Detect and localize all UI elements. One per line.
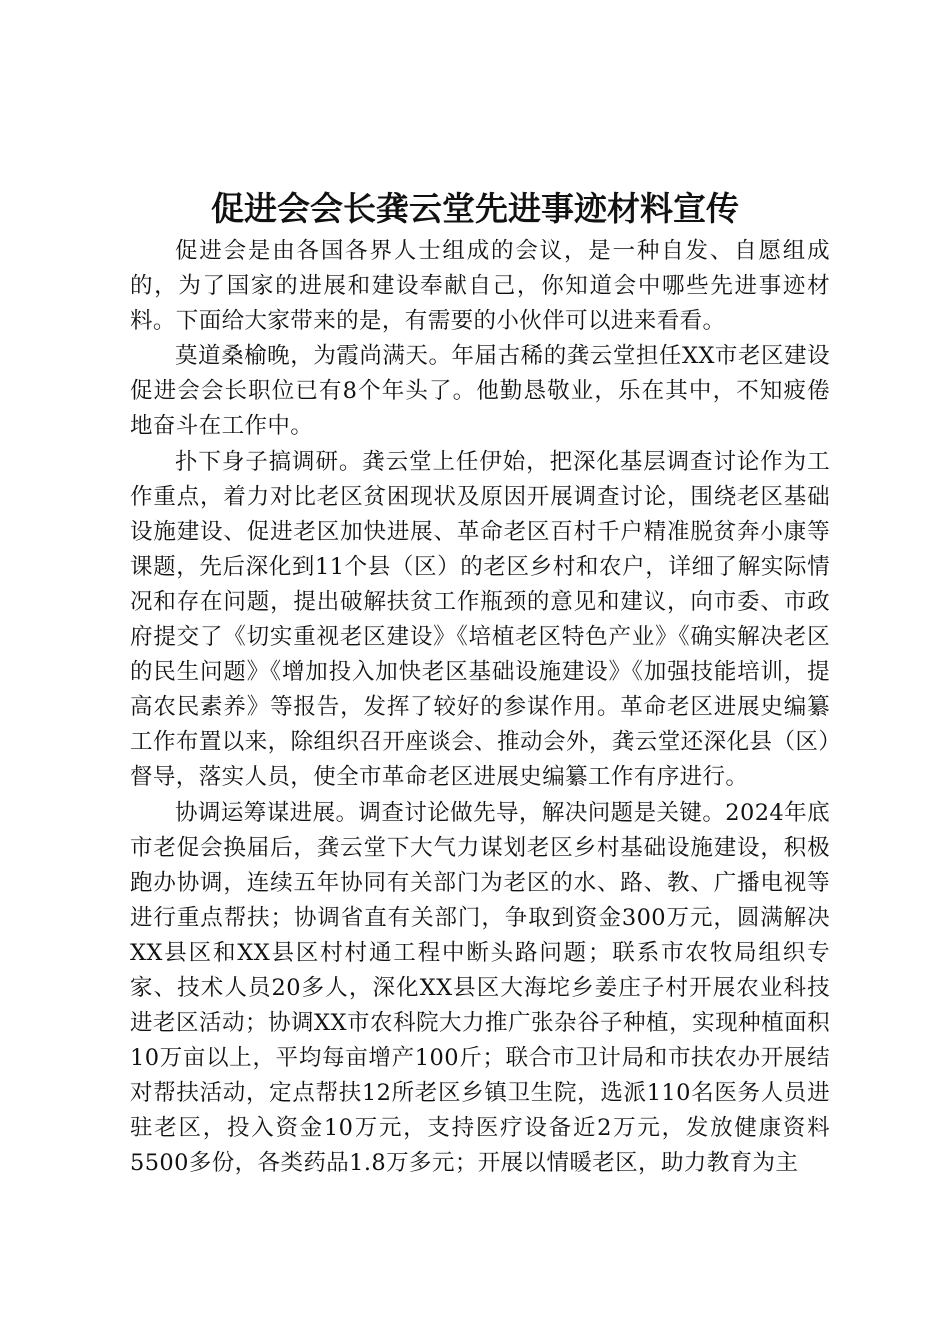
paragraph-research: 扑下身子搞调研。龚云堂上任伊始，把深化基层调查讨论作为工作重点，着力对比老区贫困现状及原因开展调查讨论，围绕老区基础设施建设、促进老区加快进展、革命老区百村千户精准脱贫奔小康等课题，先后深化到11个县（区）的老区乡村和农户，详细了解实际情况和存在问题，提出破解扶贫工作瓶颈的意见和建议，向市委、市政府提交了《切实重视老区建设》《培植老区特色产业》《确实解决老区的民生问题》《增加投入加快老区基础设施建设》《加强技能培训，提高农民素养》等报告，发挥了较好的参谋作用。革命老区进展史编纂工作布置以来，除组织召开座谈会、推动会外，龚云堂还深化县（区）督导，落实人员，使全市革命老区进展史编纂工作有序进行。: [130, 448, 830, 791]
paragraph-intro: 促进会是由各国各界人士组成的会议，是一种自发、自愿组成的，为了国家的进展和建设奉献自己，你知道会中哪些先进事迹材料。下面给大家带来的是，有需要的小伙伴可以进来看看。: [130, 238, 830, 335]
document-body: [130, 234, 830, 1182]
paragraph-coordination: 协调运筹谋进展。调查讨论做先导，解决问题是关键。2024年底市老促会换届后，龚云堂下大气力谋划老区乡村基础设施建设，积极跑办协调，连续五年协同有关部门为老区的水、路、教、广播电视等进行重点帮扶；协调省直有关部门，争取到资金300万元，圆满解决XX县区和XX县区村村通工程中断头路问题；联系市农牧局组织专家、技术人员20多人，深化XX县区大海坨乡姜庄子村开展农业科技进老区活动；协调XX市农科院大力推广张杂谷子种植，实现种植面积10万亩以上，平均每亩增产100斤；联合市卫计局和市扶农办开展结对帮扶活动，定点帮扶12所老区乡镇卫生院，选派110名医务人员进驻老区，投入资金10万元，支持医疗设备近2万元，发放健康资料5500多份，各类药品1.8万多元；开展以情暖老区，助力教育为主: [130, 799, 830, 1177]
paragraph-profile: 莫道桑榆晚，为霞尚满天。年届古稀的龚云堂担任XX市老区建设促进会会长职位已有8个年头了。他勤恳敬业，乐在其中，不知疲倦地奋斗在工作中。: [130, 343, 830, 440]
document-title: 促进会会长龚云堂先进事迹材料宣传: [211, 189, 739, 228]
